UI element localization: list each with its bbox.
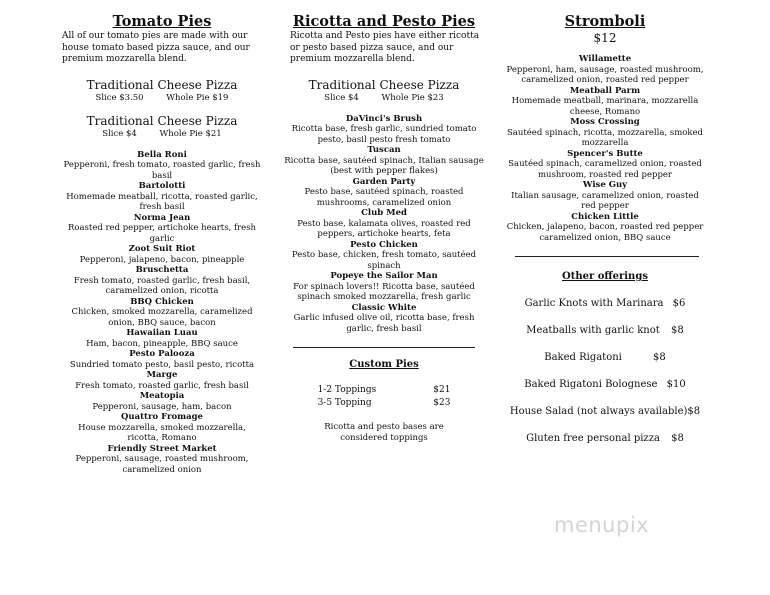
other-item-price: $8 xyxy=(653,352,666,363)
custom-pie-label: 1-2 Toppings xyxy=(317,385,377,395)
menu-item-desc: Roasted red pepper, artichoke hearts, fresh garlic xyxy=(67,223,257,244)
other-item xyxy=(505,378,705,391)
stromboli-title: Stromboli xyxy=(564,13,646,30)
other-item-label: Gluten free personal pizza xyxy=(526,433,660,444)
menu-item-desc: For spinach lovers!! Ricotta base, sautéed spinach smoked mozzarella, fresh garlic xyxy=(293,281,475,302)
menu-item-desc: Sautéed spinach, ricotta, mozzarella, smoked mozzarella xyxy=(506,127,703,148)
menu-item-name: Meatopia xyxy=(139,391,185,401)
other-item-price: $8 xyxy=(671,433,684,444)
menu-item-name: Meatball Parm xyxy=(569,85,641,96)
menu-item-name: Garden Party xyxy=(352,176,416,187)
menu-item-desc: Pepperoni, fresh tomato, roasted garlic, fresh basil xyxy=(63,160,261,181)
whole-pie-price: Whole Pie $23 xyxy=(381,92,444,103)
tomato-pie-list xyxy=(62,150,262,476)
menu-item-desc: Pepperoni, jalapeno, bacon, pineapple xyxy=(79,254,245,265)
tomato-pies-column xyxy=(62,0,262,475)
menu-item-name: Club Med xyxy=(361,208,407,218)
menu-item-desc: Chicken, smoked mozzarella, caramelized onion, BBQ sauce, bacon xyxy=(71,307,253,328)
slice-price: Slice $3.50 xyxy=(95,92,144,103)
menu-item-name: Marge xyxy=(146,370,178,380)
menu-item-desc: House mozzarella, smoked mozzarella, ricotta, Romano xyxy=(78,422,246,443)
menu-item-name: Bruschetta xyxy=(135,265,189,275)
menu-item-name: Chicken Little xyxy=(571,211,639,222)
whole-pie-price: Whole Pie $19 xyxy=(166,92,229,103)
other-item-price: $8 xyxy=(687,406,701,417)
custom-pies-note: Ricotta and pesto bases are considered toppings xyxy=(324,422,444,443)
cheese-pizza-title: Traditional Cheese Pizza xyxy=(308,77,460,92)
other-item-label: Baked Rigatoni Bolognese xyxy=(524,379,658,390)
menu-item-desc: Sundried tomato pesto, basil pesto, ricotta xyxy=(69,359,255,370)
menu-item-desc: Fresh tomato, roasted garlic, fresh basil, caramelized onion, ricotta xyxy=(73,275,251,296)
slice-price: Slice $4 xyxy=(324,92,359,103)
menu-item-name: Friendly Street Market xyxy=(107,443,217,454)
menu-item-name: BBQ Chicken xyxy=(130,296,194,307)
menu-item-name: Norma Jean xyxy=(133,212,191,223)
ricotta-pesto-column xyxy=(283,0,485,443)
menu-item-name: Quattro Fromage xyxy=(121,412,203,422)
menu-item-desc: Pepperoni, sausage, roasted mushroom, caramelized onion xyxy=(75,454,249,475)
cheese-pizza-prices xyxy=(283,93,485,104)
tomato-pies-intro: All of our tomato pies are made with our house tomato based pizza sauce, and our premium mozzarella blend. xyxy=(62,31,250,64)
other-item xyxy=(505,297,705,310)
other-item-label: Baked Rigatoni xyxy=(544,352,622,363)
slice-price: Slice $4 xyxy=(102,128,137,139)
menupix-watermark: menupix xyxy=(554,513,650,537)
menu-item-desc: Sautéed spinach, caramelized onion, roasted mushroom, roasted red pepper xyxy=(508,159,702,180)
menu-item-name: Hawaiian Luau xyxy=(126,328,198,338)
ricotta-pesto-title: Ricotta and Pesto Pies xyxy=(292,13,476,30)
cheese-pizza-title: Traditional Cheese Pizza xyxy=(86,113,238,128)
other-item-label: House Salad (not always available) xyxy=(509,406,688,417)
cheese-pizza-prices xyxy=(62,129,262,140)
menu-item-name: Pesto Palooza xyxy=(129,349,195,359)
menu-item-name: Popeye the Sailor Man xyxy=(330,271,438,281)
menu-item-name: Bartolotti xyxy=(138,181,186,191)
stromboli-price: $12 xyxy=(593,31,617,45)
cheese-pizza-title: Traditional Cheese Pizza xyxy=(86,77,238,92)
custom-pie-price: $23 xyxy=(433,398,451,408)
custom-pie-row xyxy=(283,397,485,410)
menu-item-name: DaVinci's Brush xyxy=(345,113,423,124)
menu-item-desc: Homemade meatball, ricotta, roasted garlic, fresh basil xyxy=(66,191,258,212)
other-item xyxy=(505,324,705,337)
ricotta-pesto-intro: Ricotta and Pesto pies have either ricotta or pesto based pizza sauce, and our premium mozzarella blend. xyxy=(290,31,480,64)
menu-item-name: Spencer's Butte xyxy=(567,148,643,159)
other-item xyxy=(505,405,705,418)
other-item xyxy=(505,432,705,445)
menu-item-desc: Pepperoni, ham, sausage, roasted mushroom, caramelized onion, roasted red pepper xyxy=(506,64,704,85)
custom-pies-table xyxy=(283,384,485,410)
custom-pie-label: 3-5 Topping xyxy=(317,398,372,408)
tomato-pies-title: Tomato Pies xyxy=(112,13,212,30)
other-item-label: Meatballs with garlic knot xyxy=(526,325,660,336)
cheese-pizza-prices xyxy=(62,93,262,104)
menu-item-name: Tuscan xyxy=(367,145,401,155)
menu-item-desc: Ricotta base, fresh garlic, sundried tomato pesto, basil pesto fresh tomato xyxy=(291,124,477,145)
menu-item-name: Pesto Chicken xyxy=(350,239,418,250)
other-offerings-title: Other offerings xyxy=(562,271,648,282)
menu-item-name: Zoot Suit Riot xyxy=(128,244,196,254)
menu-item-name: Wise Guy xyxy=(582,180,628,190)
other-item-price: $10 xyxy=(666,379,686,390)
menu-item-desc: Garlic infused olive oil, ricotta base, fresh garlic, fresh basil xyxy=(293,313,475,334)
other-offerings-list xyxy=(505,297,705,445)
menu-item-name: Classic White xyxy=(351,302,417,313)
menu-item-desc: Pesto base, chicken, fresh tomato, sautéed spinach xyxy=(291,250,477,271)
section-divider xyxy=(293,347,475,348)
custom-pie-row xyxy=(283,384,485,397)
menu-item-desc: Pesto base, kalamata olives, roasted red peppers, artichoke hearts, feta xyxy=(297,218,471,239)
menu-item-desc: Homemade meatball, marinara, mozzarella cheese, Romano xyxy=(511,96,699,117)
menu-item-name: Bella Roni xyxy=(137,149,187,160)
other-item-label: Garlic Knots with Marinara xyxy=(524,298,664,309)
menu-item-desc: Ricotta base, sautéed spinach, Italian sausage (best with pepper flakes) xyxy=(284,155,484,176)
menu-item-name: Moss Crossing xyxy=(570,117,640,127)
menu-item-desc: Ham, bacon, pineapple, BBQ sauce xyxy=(86,338,238,349)
other-item-price: $6 xyxy=(672,298,686,309)
custom-pies-title: Custom Pies xyxy=(349,359,419,370)
menu-item-desc: Pepperoni, sausage, ham, bacon xyxy=(92,401,232,412)
ricotta-pie-list xyxy=(283,114,485,335)
custom-pie-price: $21 xyxy=(433,385,451,395)
other-item xyxy=(505,351,705,364)
menu-item-name: Willamette xyxy=(578,54,632,64)
menu-item-desc: Pesto base, sautéed spinach, roasted mushrooms, caramelized onion xyxy=(304,187,464,208)
stromboli-column xyxy=(505,0,705,445)
whole-pie-price: Whole Pie $21 xyxy=(159,128,222,139)
menu-item-desc: Chicken, jalapeno, bacon, roasted red pepper caramelized onion, BBQ sauce xyxy=(506,222,704,243)
menu-item-desc: Fresh tomato, roasted garlic, fresh basil xyxy=(75,380,249,391)
menu-item-desc: Italian sausage, caramelized onion, roasted red pepper xyxy=(511,190,699,211)
section-divider xyxy=(515,256,699,257)
other-item-price: $8 xyxy=(670,325,684,336)
stromboli-list xyxy=(505,54,705,243)
